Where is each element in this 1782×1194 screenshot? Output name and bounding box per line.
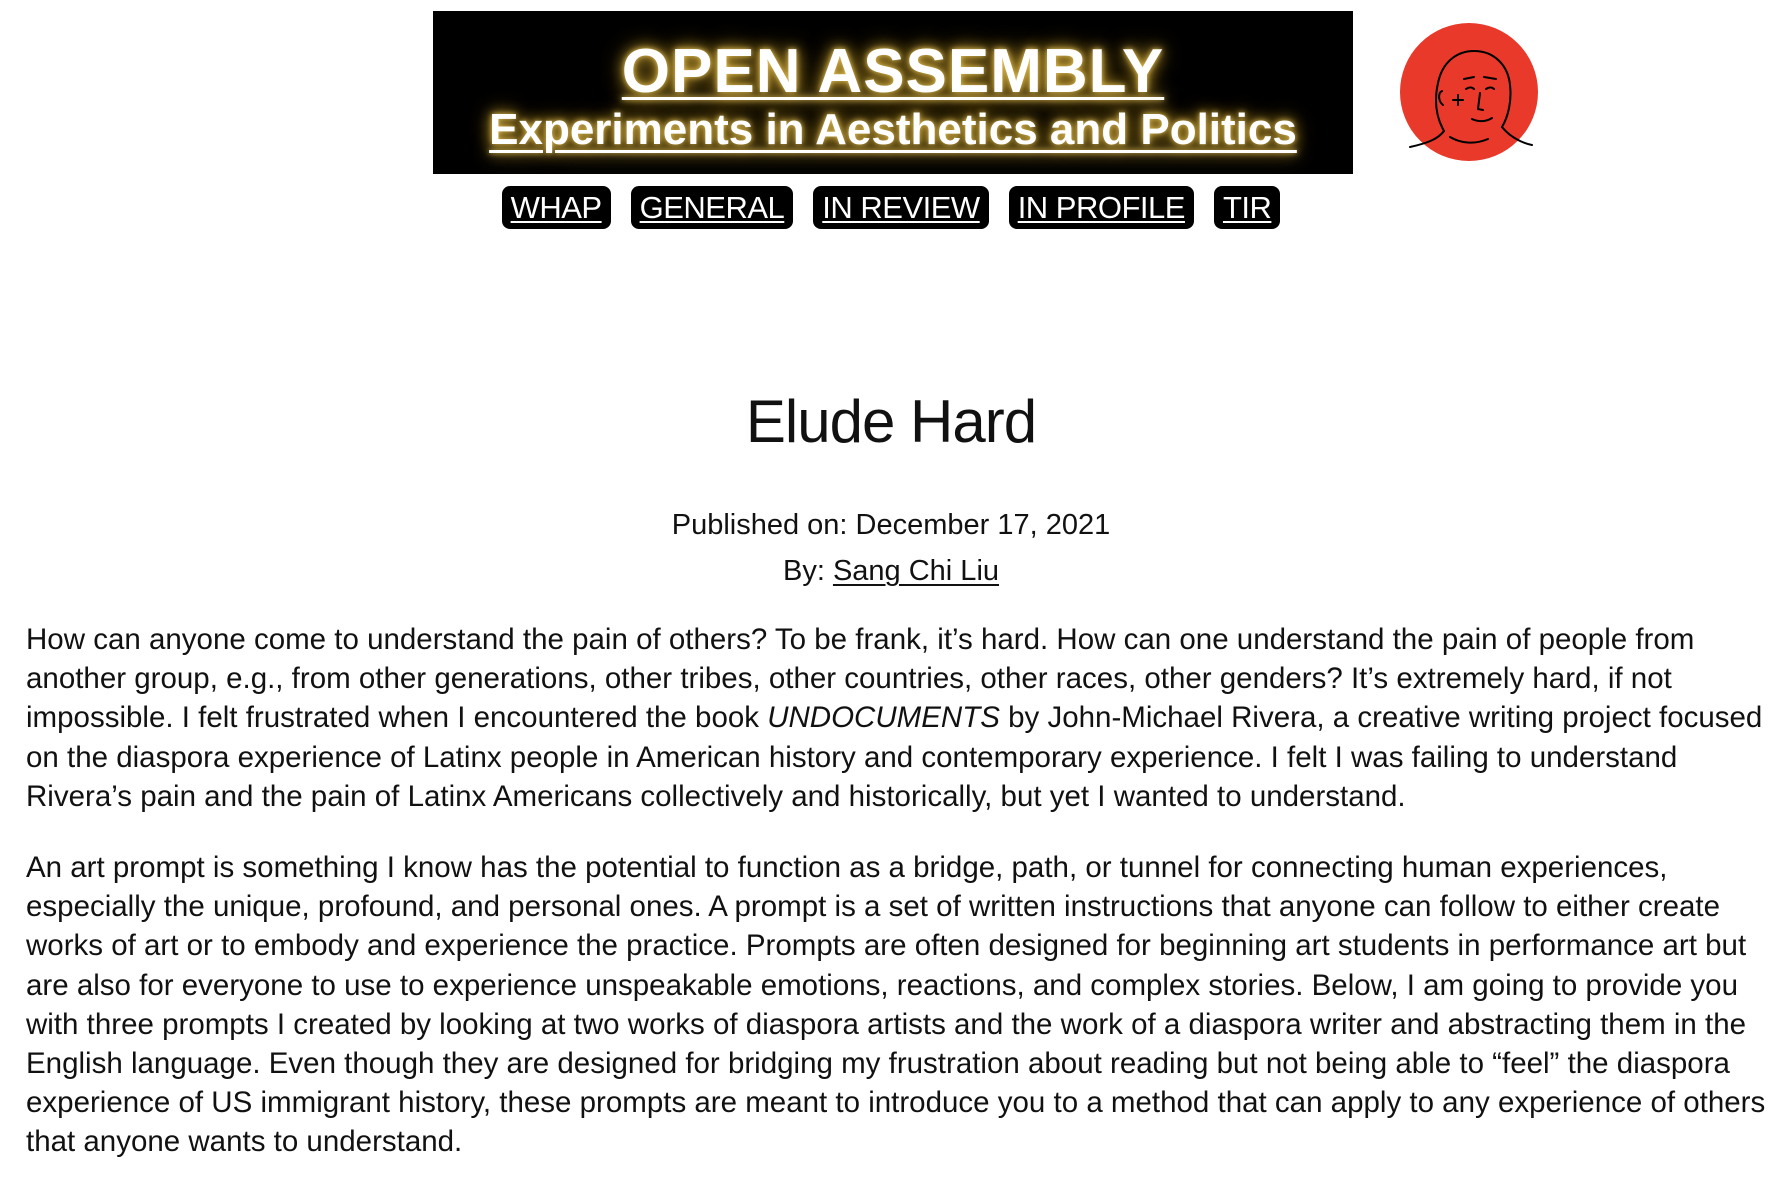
paragraph-1-text-end: by John-Michael Rivera, a creative writing project focused on the diaspora experience of Latinx people in American history and contemporary experience. I felt I was failing to understand Rivera’s pain and the pain of Latinx Americans collectively and historically, but yet I wanted to understand. [26,701,1763,813]
nav-item-in-review[interactable]: IN REVIEW [813,186,988,229]
red-face-logo-icon[interactable] [1398,21,1540,163]
article-body [26,620,1766,1194]
author-link[interactable]: Sang Chi Liu [832,555,1000,587]
published-date: December 17, 2021 [855,509,1111,541]
article-paragraph-1 [26,620,1766,816]
byline [0,551,1782,591]
site-title[interactable]: OPEN ASSEMBLY [621,37,1165,106]
published-date-line [0,505,1782,545]
published-label: Published on: [671,509,848,541]
nav-item-tir[interactable]: TIR [1214,186,1280,229]
article-title: Elude Hard [745,388,1037,455]
article-paragraph-2: An art prompt is something I know has the potential to function as a bridge, path, or tunnel for connecting human experiences, especially the unique, profound, and personal ones. A prompt is a set of written instructions that anyone can follow to either create works of art or to embody and experience the practice. Prompts are often designed for beginning art students in performance art but are also for everyone to use to experience unspeakable emotions, reactions, and complex stories. Below, I am going to provide you with three prompts I created by looking at two works of diaspora artists and the work of a diaspora writer and abstracting them in the English language. Even though they are designed for bridging my frustration about reading but not being able to “feel” the diaspora experience of US immigrant history, these prompts are meant to introduce you to a method that can apply to any experience of others that anyone wants to understand. [26,851,1766,1159]
nav-item-in-profile[interactable]: IN PROFILE [1009,186,1194,229]
by-label: By: [782,555,825,587]
paragraph-1-text-start: How can anyone come to understand the pain of others? To be frank, it’s hard. How can one understand the pain of people from another group, e.g., from other generations, other tribes, other countries, other races, other genders? It’s extremely hard, if not impossible. I felt frustrated when I encountered the book [26,623,1695,735]
site-subtitle[interactable]: Experiments in Aesthetics and Politics [489,105,1297,154]
site-banner[interactable] [433,11,1353,174]
main-nav [0,186,1782,229]
book-title-undocuments: UNDOCUMENTS [767,701,1000,735]
nav-item-whap[interactable]: WHAP [502,186,611,229]
nav-item-general[interactable]: GENERAL [631,186,794,229]
